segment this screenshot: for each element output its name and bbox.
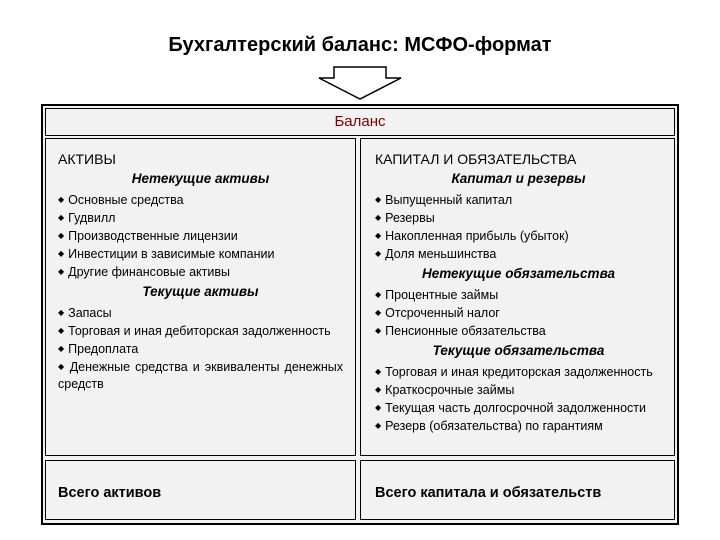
list-item: ◆ Накопленная прибыль (убыток) — [375, 229, 569, 243]
list-item: ◆ Процентные займы — [375, 288, 499, 302]
diamond-bullet-icon: ◆ — [375, 231, 382, 240]
diamond-bullet-icon: ◆ — [58, 344, 65, 353]
assets-column — [45, 138, 356, 456]
equity-liabilities-section-title: КАПИТАЛ И ОБЯЗАТЕЛЬСТВА — [375, 151, 577, 167]
current-assets-heading: Текущие активы — [142, 284, 259, 299]
list-item: ◆ Другие финансовые активы — [58, 265, 230, 279]
diamond-bullet-icon: ◆ — [58, 195, 65, 204]
diamond-bullet-icon: ◆ — [58, 249, 65, 258]
current-assets-list — [58, 304, 343, 393]
noncurrent-liabilities-heading: Нетекущие обязательства — [421, 266, 616, 281]
diamond-bullet-icon: ◆ — [58, 267, 65, 276]
diamond-bullet-icon: ◆ — [58, 213, 65, 222]
list-item: ◆ Торговая и иная кредиторская задолженность — [375, 365, 653, 379]
balance-header: Баланс — [45, 108, 675, 136]
diamond-bullet-icon: ◆ — [375, 290, 382, 299]
diamond-bullet-icon: ◆ — [375, 367, 382, 376]
list-item: ◆ Гудвилл — [58, 211, 116, 225]
diamond-bullet-icon: ◆ — [375, 195, 382, 204]
list-item: ◆ Производственные лицензии — [58, 229, 238, 243]
diamond-bullet-icon: ◆ — [375, 403, 382, 412]
list-item: ◆ Предоплата — [58, 342, 139, 356]
noncurrent-liabilities-list — [375, 286, 662, 340]
diamond-bullet-icon: ◆ — [58, 308, 65, 317]
diamond-bullet-icon: ◆ — [375, 385, 382, 394]
list-item: ◆ Отсроченный налог — [375, 306, 500, 320]
diamond-bullet-icon: ◆ — [375, 213, 382, 222]
list-item: ◆ Доля меньшинства — [375, 247, 497, 261]
list-item: ◆ Торговая и иная дебиторская задолженность — [58, 324, 331, 338]
down-arrow-icon — [318, 66, 402, 100]
list-item: ◆ Денежные средства и эквиваленты денежных средств — [58, 360, 343, 391]
list-item: ◆ Текущая часть долгосрочной задолженности — [375, 401, 646, 415]
capital-reserves-list — [375, 191, 662, 263]
list-item: ◆ Основные средства — [58, 193, 184, 207]
list-item: ◆ Резерв (обязательства) по гарантиям — [375, 419, 603, 433]
total-equity-liabilities-cell: Всего капитала и обязательств — [360, 460, 675, 520]
diamond-bullet-icon: ◆ — [375, 308, 382, 317]
list-item: ◆ Запасы — [58, 306, 112, 320]
list-item: ◆ Инвестиции в зависимые компании — [58, 247, 275, 261]
page-title: Бухгалтерский баланс: МСФО-формат — [168, 34, 552, 56]
balance-table — [41, 104, 679, 525]
capital-reserves-heading: Капитал и резервы — [451, 171, 586, 186]
diamond-bullet-icon: ◆ — [58, 231, 65, 240]
diamond-bullet-icon: ◆ — [58, 326, 65, 335]
noncurrent-assets-heading: Нетекущие активы — [131, 171, 270, 186]
total-assets-cell: Всего активов — [45, 460, 356, 520]
current-liabilities-heading: Текущие обязательства — [432, 343, 605, 358]
noncurrent-assets-list — [58, 191, 343, 281]
assets-section-title: АКТИВЫ — [58, 151, 116, 167]
list-item: ◆ Пенсионные обязательства — [375, 324, 546, 338]
diamond-bullet-icon: ◆ — [375, 326, 382, 335]
diamond-bullet-icon: ◆ — [375, 421, 382, 430]
current-liabilities-list — [375, 363, 662, 435]
diamond-bullet-icon: ◆ — [58, 362, 66, 371]
list-item: ◆ Выпущенный капитал — [375, 193, 513, 207]
equity-liabilities-column — [360, 138, 675, 456]
list-item: ◆ Резервы — [375, 211, 435, 225]
list-item: ◆ Краткосрочные займы — [375, 383, 515, 397]
diamond-bullet-icon: ◆ — [375, 249, 382, 258]
